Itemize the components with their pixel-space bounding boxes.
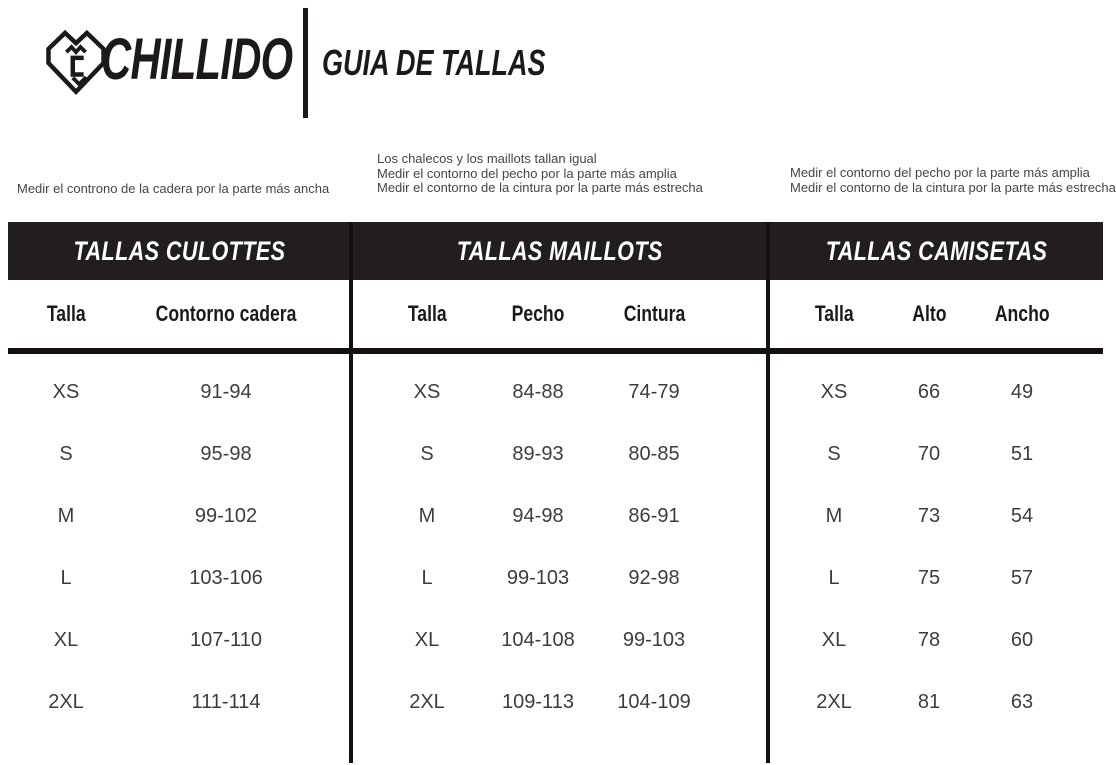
table-row — [8, 485, 351, 547]
value-cell: 49 — [1010, 380, 1034, 403]
value-cell: 54 — [1010, 504, 1034, 527]
value-cell: 91-94 — [200, 380, 252, 403]
note-line: Medir el contorno de la cintura por la parte más estrecha — [790, 179, 1116, 195]
table-title-text: TALLAS CAMISETAS — [825, 235, 1047, 266]
value-cell: 60 — [1010, 628, 1034, 651]
size-cell: XS — [52, 380, 80, 403]
value-cell: 75 — [917, 566, 941, 589]
table-row — [769, 423, 1103, 485]
note-maillots — [377, 152, 703, 196]
note-line: Medir el contorno del pecho por la parte más amplia — [377, 165, 677, 181]
size-cell: XL — [414, 628, 440, 651]
value-cell: 74-79 — [628, 380, 680, 403]
note-line: Medir el contorno del pecho por la parte más amplia — [790, 165, 1090, 180]
note-line: Los chalecos y los maillots tallan igual — [377, 151, 597, 166]
value-cell: 104-108 — [501, 628, 575, 651]
value-cell: 78 — [917, 628, 941, 651]
size-cell: XS — [413, 380, 441, 403]
value-cell: 109-113 — [502, 690, 574, 713]
table-row — [769, 671, 1103, 733]
column-header: Ancho — [994, 301, 1050, 326]
value-cell: 63 — [1010, 690, 1034, 713]
column-header: Pecho — [511, 301, 565, 326]
spacer — [769, 348, 1103, 361]
table-row — [352, 609, 767, 671]
value-cell: 66 — [917, 380, 941, 403]
size-cell: M — [825, 504, 843, 527]
size-cell: 2XL — [409, 690, 445, 713]
value-cell: 99-102 — [194, 504, 258, 527]
table-row — [352, 671, 767, 733]
value-cell: 95-98 — [200, 442, 252, 465]
table-maillots — [352, 280, 767, 733]
table-title-culottes — [8, 222, 351, 280]
column-header: Contorno cadera — [155, 301, 297, 326]
value-cell: 84-88 — [512, 380, 564, 403]
brand-name-text: CHILLIDO — [101, 27, 293, 92]
value-cell: 99-103 — [622, 628, 686, 651]
page-title-text: GUIA DE TALLAS — [322, 42, 546, 83]
value-cell: 107-110 — [190, 628, 262, 651]
value-cell: 92-98 — [628, 566, 680, 589]
table-row — [352, 485, 767, 547]
value-cell: 51 — [1010, 442, 1034, 465]
value-cell: 81 — [917, 690, 941, 713]
table-culottes — [8, 280, 351, 733]
size-cell: XL — [53, 628, 79, 651]
size-cell: M — [57, 504, 75, 527]
table-row — [352, 423, 767, 485]
column-header: Talla — [407, 301, 447, 326]
table-title-text: TALLAS MAILLOTS — [456, 235, 663, 266]
value-cell: 80-85 — [628, 442, 680, 465]
table-row — [352, 547, 767, 609]
table-row — [8, 609, 351, 671]
column-header: Talla — [814, 301, 854, 326]
size-cell: S — [827, 442, 841, 465]
size-cell: S — [420, 442, 434, 465]
table-camisetas — [769, 280, 1103, 733]
header-separator — [303, 8, 308, 118]
size-cell: XL — [821, 628, 847, 651]
table-row — [8, 361, 351, 423]
page-title — [322, 42, 620, 83]
note-line: Medir el contorno de la cintura por la parte más estrecha — [377, 180, 703, 195]
size-cell: 2XL — [48, 690, 84, 713]
note-camisetas — [790, 166, 1116, 195]
spacer — [352, 348, 767, 361]
column-header: Alto — [911, 301, 947, 326]
size-cell: L — [60, 566, 72, 589]
table-row — [8, 671, 351, 733]
table-row — [8, 547, 351, 609]
table-row — [352, 361, 767, 423]
column-header: Cintura — [623, 301, 685, 326]
value-cell: 94-98 — [512, 504, 564, 527]
size-cell: 2XL — [816, 690, 852, 713]
size-cell: L — [421, 566, 433, 589]
column-header: Talla — [46, 301, 86, 326]
spacer — [8, 348, 351, 361]
value-cell: 73 — [917, 504, 941, 527]
value-cell: 103-106 — [189, 566, 263, 589]
value-cell: 57 — [1010, 566, 1034, 589]
note-culottes — [17, 182, 329, 197]
chillido-logo-icon — [44, 28, 108, 98]
column-header-row — [352, 280, 767, 348]
size-cell: XS — [820, 380, 848, 403]
size-cell: S — [59, 442, 73, 465]
column-header-row — [8, 280, 351, 348]
value-cell: 89-93 — [512, 442, 564, 465]
table-row — [769, 361, 1103, 423]
table-title-maillots — [352, 222, 767, 280]
value-cell: 86-91 — [628, 504, 680, 527]
table-row — [8, 423, 351, 485]
note-line: Medir el controno de la cadera por la parte más ancha — [17, 181, 330, 196]
value-cell: 70 — [917, 442, 941, 465]
table-title-text: TALLAS CULOTTES — [73, 235, 286, 266]
table-row — [769, 609, 1103, 671]
column-header-row — [769, 280, 1103, 348]
value-cell: 111-114 — [191, 690, 261, 713]
table-row — [769, 485, 1103, 547]
table-title-camisetas — [769, 222, 1103, 280]
size-cell: M — [418, 504, 436, 527]
value-cell: 104-109 — [617, 690, 691, 713]
value-cell: 99-103 — [506, 566, 570, 589]
table-row — [769, 547, 1103, 609]
size-cell: L — [828, 566, 840, 589]
